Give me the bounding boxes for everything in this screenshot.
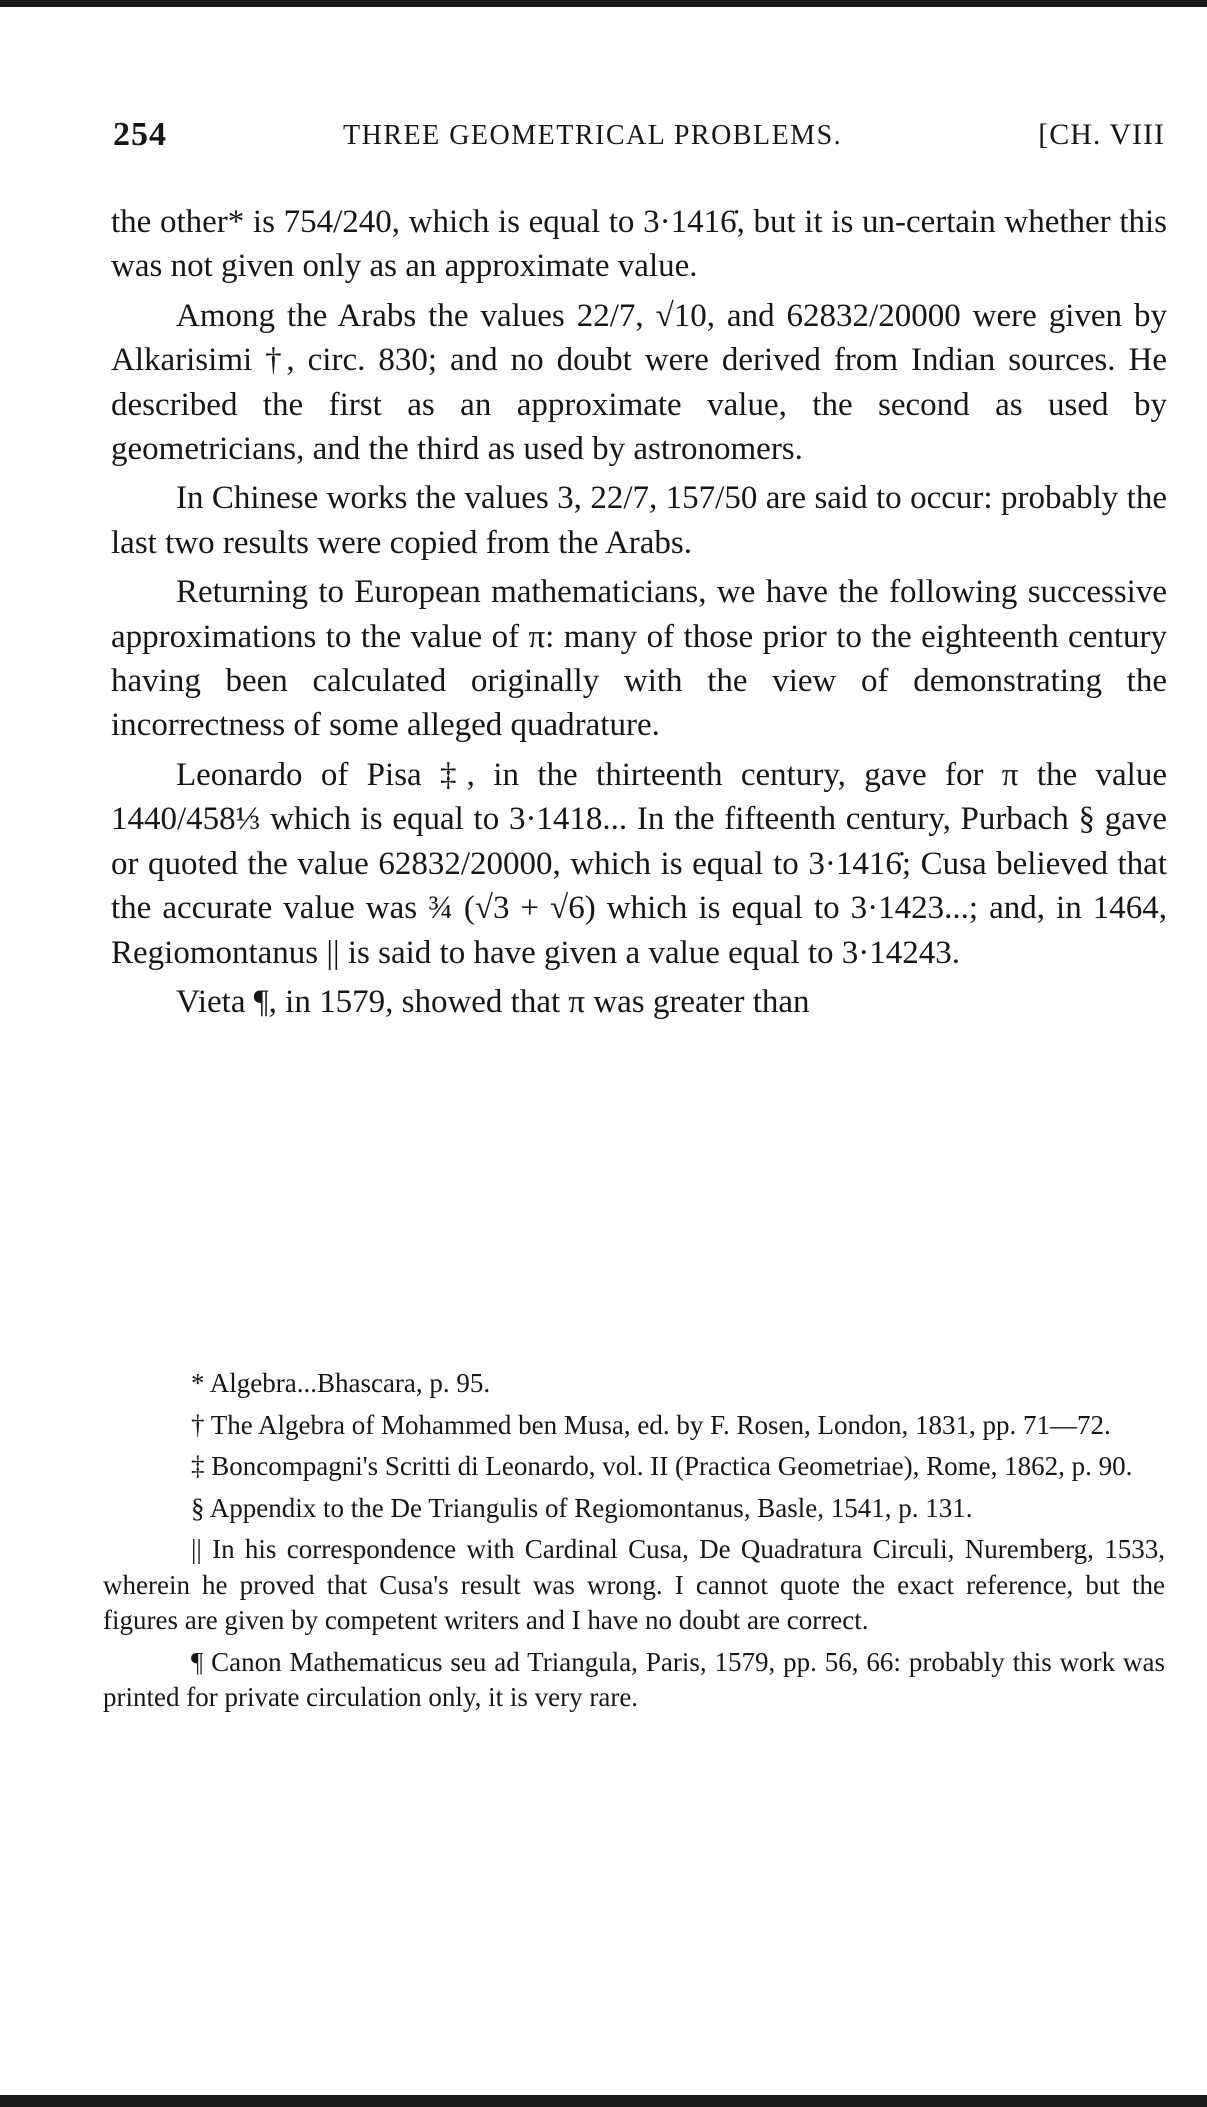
paragraph-continuation: the other* is 754/240, which is equal to 3·1416̇, but it is un-certain whether this was not given only as an approximate value. — [111, 204, 1167, 285]
paragraph-arabs: Among the Arabs the values 22/7, √10, and 62832/20000 were given by Alkarisimi †, circ. 830; and no doubt were derived from Indian sources. He described the first as an approximate value, the second as used by geometricians, and the third as used by astronomers. — [111, 297, 1167, 468]
paragraph-chinese: In Chinese works the values 3, 22/7, 157/50 are said to occur: probably the last two results were copied from the Arabs. — [111, 480, 1167, 561]
footnote-parallel: || In his correspondence with Cardinal Cusa, De Quadratura Circuli, Nuremberg, 1533, wherein he proved that Cusa's result was wrong. I cannot quote the exact reference, but the figures are given by competent writers and I have no doubt are correct. — [103, 1534, 1165, 1635]
footnote-section: § Appendix to the De Triangulis of Regiomontanus, Basle, 1541, p. 131. — [191, 1492, 973, 1523]
bottom-scan-border — [0, 2095, 1207, 2107]
paragraph-vieta: Vieta ¶, in 1579, showed that π was greater than — [176, 983, 810, 1020]
top-scan-border — [0, 0, 1207, 7]
footnote-dagger: † The Algebra of Mohammed ben Musa, ed. by F. Rosen, London, 1831, pp. 71—72. — [191, 1409, 1111, 1440]
footnotes — [103, 1366, 1165, 1722]
running-header — [113, 116, 1165, 162]
footnote-pilcrow: ¶ Canon Mathematicus seu ad Triangula, Paris, 1579, pp. 56, 66: probably this work was printed for private circulation only, it is very rare. — [103, 1646, 1165, 1712]
footnote-asterisk: * Algebra...Bhascara, p. 95. — [191, 1368, 491, 1398]
paragraph-leonardo: Leonardo of Pisa ‡, in the thirteenth century, gave for π the value 1440/458⅓ which is equal to 3·1418... In the fifteenth century, Purbach § gave or quoted the value 62832/20000, which is equal to 3·1416̇; Cusa believed that the accurate value was ¾ (√3 + √6) which is equal to 3·1423...; and, in 1464, Regiomontanus || is said to have given a value equal to 3·14243. — [111, 756, 1167, 971]
paragraph-european: Returning to European mathematicians, we have the following successive approximations to the value of π: many of those prior to the eighteenth century having been calculated originally with the view of demonstrating the incorrectness of some alleged quadrature. — [111, 574, 1167, 744]
running-title: THREE GEOMETRICAL PROBLEMS. — [343, 120, 843, 151]
footnote-double-dagger: ‡ Boncompagni's Scritti di Leonardo, vol. II (Practica Geometriae), Rome, 1862, p. 90. — [191, 1451, 1133, 1481]
page-number: 254 — [113, 116, 167, 153]
main-text — [111, 200, 1167, 1029]
chapter-label: [CH. VIII — [1038, 118, 1165, 151]
